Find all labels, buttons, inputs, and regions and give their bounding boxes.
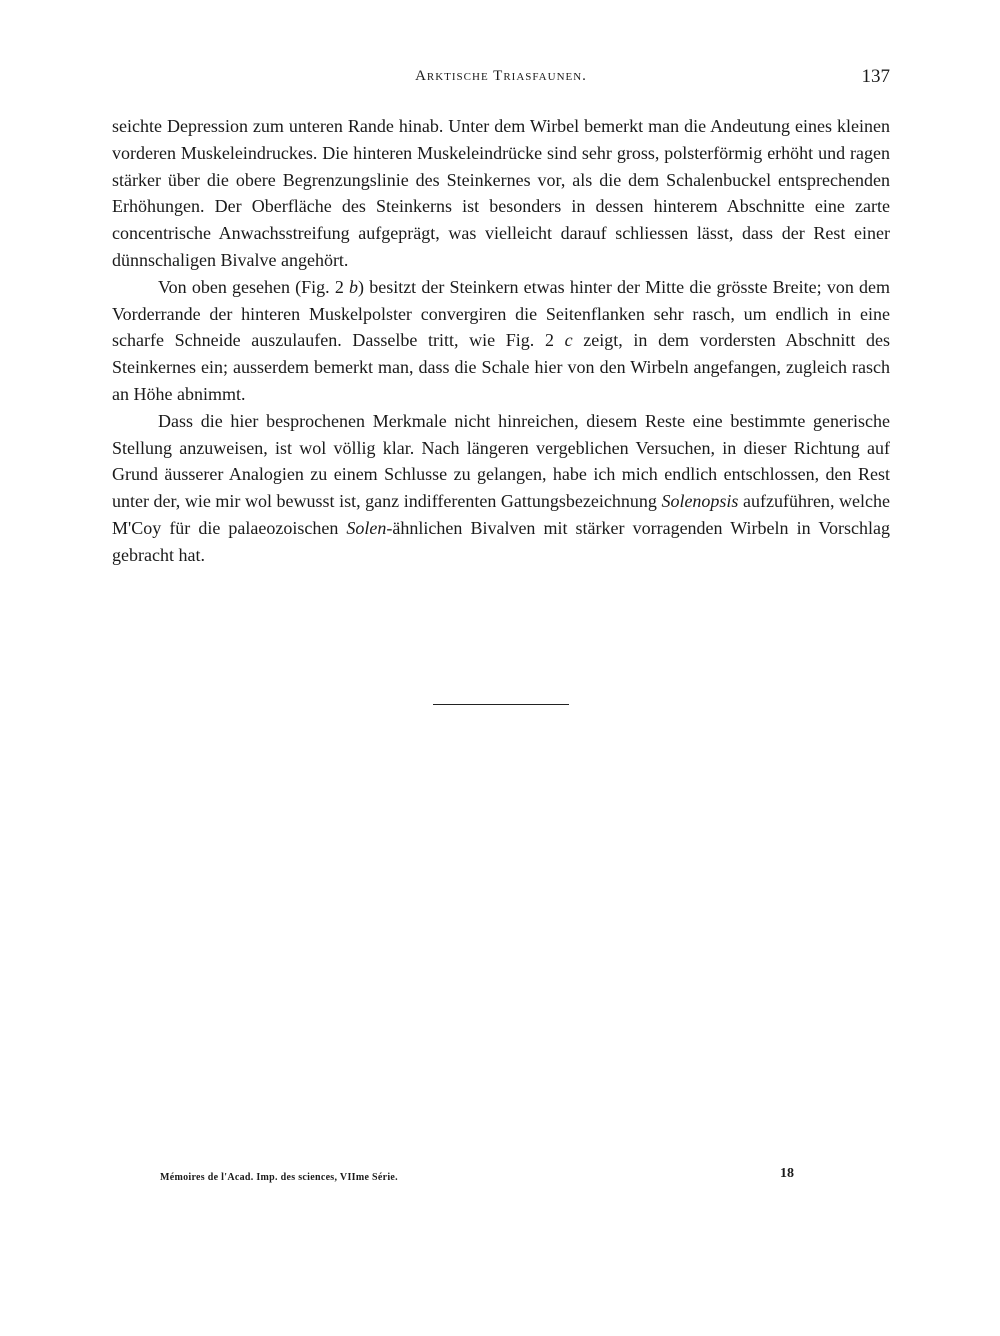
italic-term: Solenopsis	[661, 491, 739, 512]
footer-note: Mémoires de l'Acad. Imp. des sciences, VIIme Série.	[160, 1172, 398, 1183]
text-run: aufzuführen, welche M'Coy für die palaeozoischen	[112, 491, 890, 538]
body-text	[112, 113, 890, 569]
running-title: Arktische Triasfaunen.	[415, 68, 587, 84]
paragraph-1	[112, 113, 890, 274]
signature-mark: 18	[780, 1166, 794, 1181]
page-number: 137	[861, 66, 890, 87]
section-divider	[433, 704, 569, 705]
running-head	[112, 66, 890, 92]
text-run: zeigt, in dem vordersten Abschnitt des Steinkernes ein; ausserdem bemerkt man, dass die Schale hier von den Wirbeln angefangen, zugleich rasch an Höhe abnimmt.	[112, 330, 890, 404]
text-run: Dass die hier besprochenen Merkmale nicht hinreichen, diesem Reste eine bestimmte generische Stellung anzuweisen, ist wol völlig klar. Nach längeren vergeblichen Versuchen, in dieser Richtung auf Grund äusserer Analogien zu einem Schlusse zu gelangen, habe ich mich endlich entschlossen, den Rest unter der, wie mir wol bewusst ist, ganz indifferenten Gattungsbezeichnung	[112, 410, 890, 512]
paragraph-3	[112, 408, 890, 569]
italic-term: Solen	[346, 517, 387, 538]
text-run: Von oben gesehen (Fig. 2	[158, 276, 350, 297]
paragraph-2	[112, 274, 890, 408]
text-run: seichte Depression zum unteren Rande hinab. Unter dem Wirbel bemerkt man die Andeutung eines kleinen vorderen Muskeleindruckes. Die hinteren Muskeleindrücke sind sehr gross, polsterförmig erhöht und ragen stärker über die obere Begrenzungslinie des Steinkernes vor, als die dem Schalenbuckel entsprechenden Erhöhungen. Der Oberfläche des Steinkerns ist besonders in dessen hinterem Abschnitte eine zarte concentrische Anwachsstreifung aufgeprägt, was vielleicht darauf schliessen lässt, dass der Rest einer dünnschaligen Bivalve angehört.	[112, 116, 890, 270]
italic-term: b	[349, 276, 359, 297]
italic-term: c	[564, 330, 573, 351]
text-run: ) besitzt der Steinkern etwas hinter der Mitte die grösste Breite; von dem Vorderrande der hinteren Muskelpolster convergiren die Seitenflanken sehr rasch, um endlich in eine scharfe Schneide auszulaufen. Dasselbe tritt, wie Fig. 2	[112, 276, 890, 351]
text-run: -ähnlichen Bivalven mit stärker vorragenden Wirbeln in Vorschlag gebracht hat.	[112, 517, 890, 565]
